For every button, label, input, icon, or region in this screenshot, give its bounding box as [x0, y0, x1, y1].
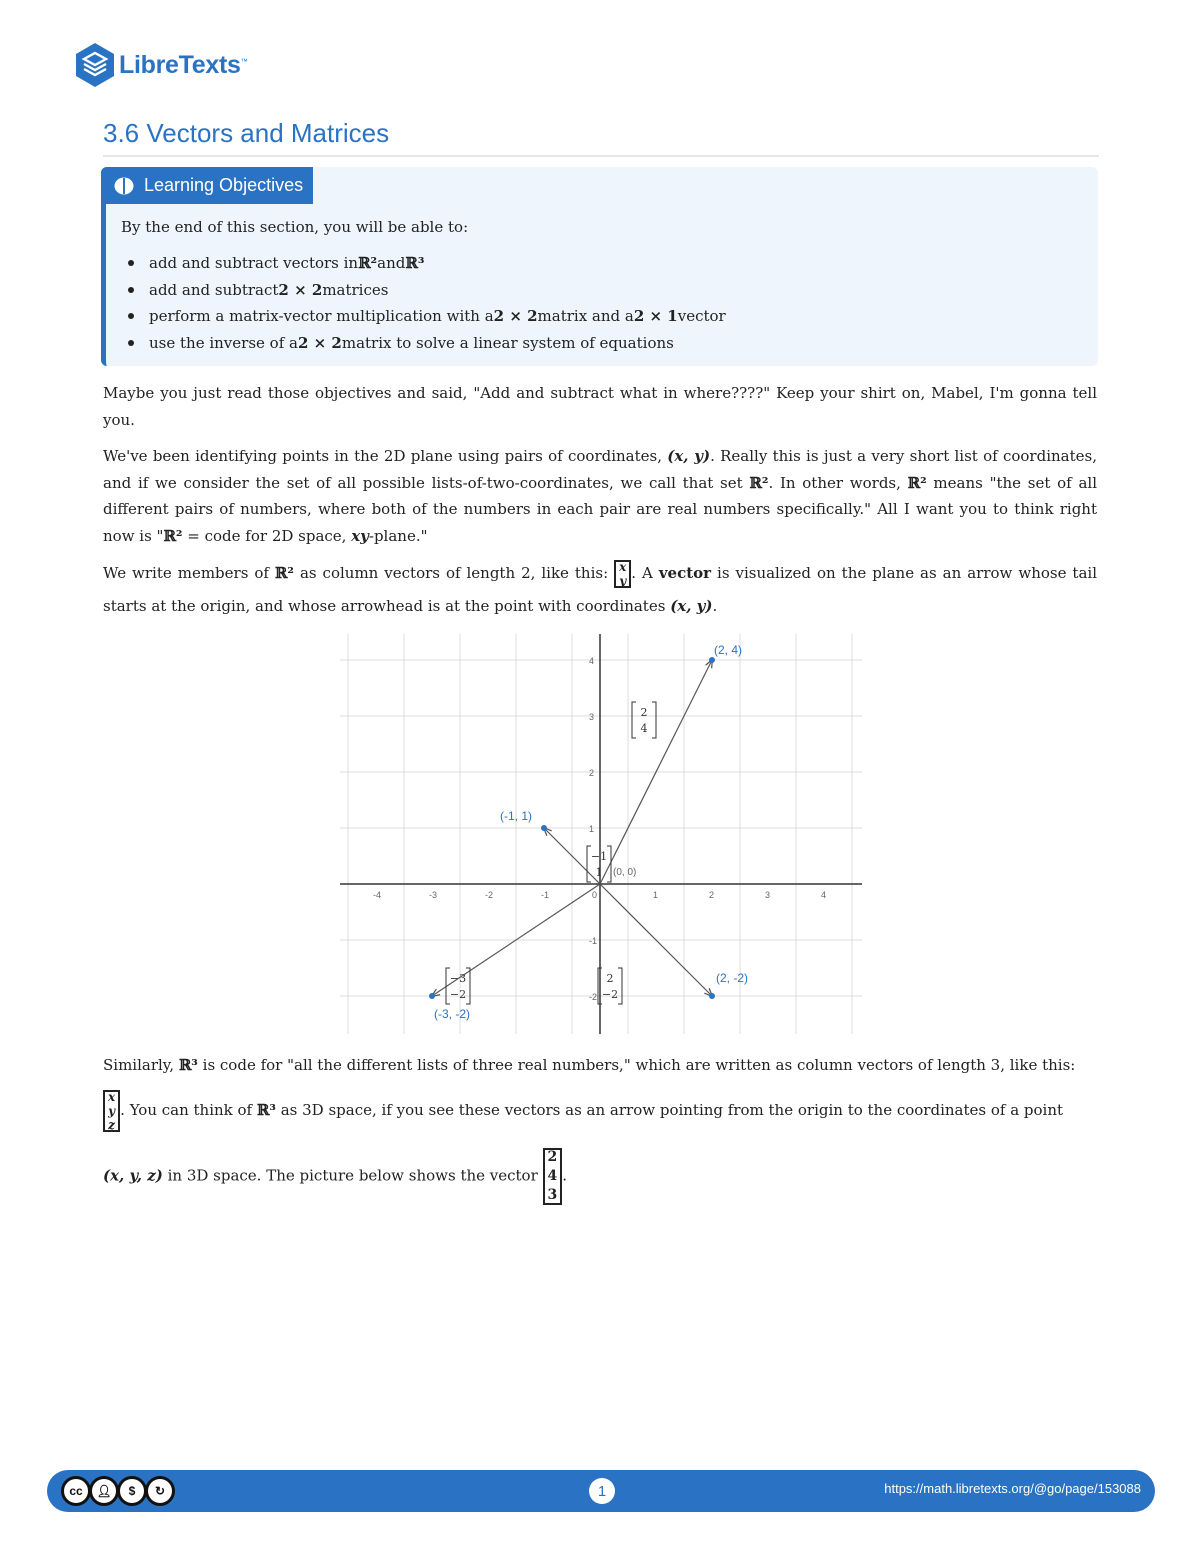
vector-bracket-right — [652, 702, 656, 738]
y-tick-label: 2 — [589, 768, 595, 778]
point-label: (2, 4) — [714, 643, 743, 657]
paragraph-column-vectors: We write members of ℝ² as column vectors of length 2, like this: x y . A vector is visualized on the plane as an arrow whose tail starts at the origin, and whose arrowhead is at the point with coordinates (x, y). — [103, 560, 1097, 615]
data-point — [709, 993, 715, 999]
page-footer — [47, 1470, 1155, 1512]
data-point — [709, 657, 715, 663]
paragraph-r3-intro: Similarly, ℝ³ is code for "all the different lists of three real numbers," which are written as column vectors of length 3, like this: — [103, 1056, 1076, 1074]
x-tick-label: 2 — [709, 890, 715, 900]
page-title: 3.6 Vectors and Matrices — [103, 118, 1099, 157]
column-vector-xyz: x y z — [103, 1090, 120, 1132]
x-tick-label: 1 — [653, 890, 659, 900]
y-tick-label: -2 — [589, 992, 598, 1002]
vector-entry: 2 — [606, 972, 614, 985]
nc-icon: $ — [117, 1476, 147, 1506]
vector-entry: −3 — [449, 972, 467, 985]
list-item: add and subtract 2 × 2 matrices — [121, 277, 726, 304]
x-tick-label: -4 — [373, 890, 382, 900]
vector-entry: 1 — [595, 866, 603, 879]
y-tick-label: 4 — [589, 656, 595, 666]
by-person-icon: 👤︎ — [89, 1476, 119, 1506]
learning-objectives-box — [101, 167, 1098, 366]
column-vector-xy: x y — [614, 560, 631, 588]
x-tick-label: -3 — [429, 890, 438, 900]
x-tick-label: 3 — [765, 890, 771, 900]
cc-icon: cc — [61, 1476, 91, 1506]
cc-license-badge[interactable] — [61, 1476, 173, 1506]
x-tick-label: -2 — [485, 890, 494, 900]
vector-plot — [340, 634, 862, 1034]
vector-bracket-left — [632, 702, 636, 738]
objectives-intro: By the end of this section, you will be able to: — [121, 218, 469, 236]
vector-entry: −2 — [601, 988, 619, 1001]
learning-objectives-title: Learning Objectives — [144, 175, 304, 195]
sa-icon: ↻ — [145, 1476, 175, 1506]
x-tick-label: -1 — [541, 890, 550, 900]
origin-label: (0, 0) — [613, 867, 637, 878]
libretexts-hexagon-icon — [74, 42, 116, 88]
y-tick-label: -1 — [589, 936, 598, 946]
vector-entry: −1 — [590, 850, 608, 863]
vector-entry: 2 — [640, 706, 648, 719]
paragraph-intro: Maybe you just read those objectives and said, "Add and subtract what in where????" Keep your shirt on, Mabel, I'm gonna tell you. — [103, 384, 1097, 429]
brain-icon — [114, 177, 134, 195]
vector-entry: −2 — [449, 988, 467, 1001]
data-point — [541, 825, 547, 831]
point-label: (2, -2) — [716, 971, 749, 985]
objectives-list — [121, 250, 726, 356]
point-label: (-1, 1) — [500, 809, 533, 823]
list-item: add and subtract vectors in ℝ² and ℝ³ — [121, 250, 726, 277]
x-tick-label: 4 — [821, 890, 827, 900]
vector-entry: 4 — [640, 722, 648, 735]
learning-objectives-header — [101, 167, 313, 204]
paragraph-r2: We've been identifying points in the 2D plane using pairs of coordinates, (x, y). Really this is just a very short list of coordinates, and if we consider the set of all possible lists-of-two-coordinates, we call that set ℝ². In other words, ℝ² means "the set of all different pairs of numbers, where both of the numbers in each pair are real numbers specifically." All I want you to think right now is "ℝ² = code for 2D space, xy-plane." — [103, 447, 1097, 545]
page-url-link[interactable]: https://math.libretexts.org/@go/page/153088 — [884, 1481, 1141, 1496]
list-item: perform a matrix-vector multiplication with a 2 × 2 matrix and a 2 × 1 vector — [121, 303, 726, 330]
libretexts-logo[interactable] — [74, 42, 247, 88]
paragraph-r3-vector: (x, y, z) in 3D space. The picture below shows the vector 2 4 3 . — [103, 1149, 568, 1203]
y-tick-label: 1 — [589, 824, 595, 834]
point-label: (-3, -2) — [434, 1007, 470, 1021]
logo-text: LibreTexts™ — [119, 50, 248, 79]
list-item: use the inverse of a 2 × 2 matrix to solve a linear system of equations — [121, 330, 726, 357]
paragraph-r3-body: x y z . You can think of ℝ³ as 3D space, if you see these vectors as an arrow pointing from the origin to the coordinates of a point — [103, 1082, 1097, 1138]
page-number: 1 — [589, 1478, 615, 1504]
vector-bracket-right — [618, 968, 622, 1004]
data-point — [429, 993, 435, 999]
column-vector-243: 2 4 3 — [543, 1148, 563, 1205]
y-tick-label: 3 — [589, 712, 595, 722]
x-tick-label: 0 — [592, 890, 598, 900]
